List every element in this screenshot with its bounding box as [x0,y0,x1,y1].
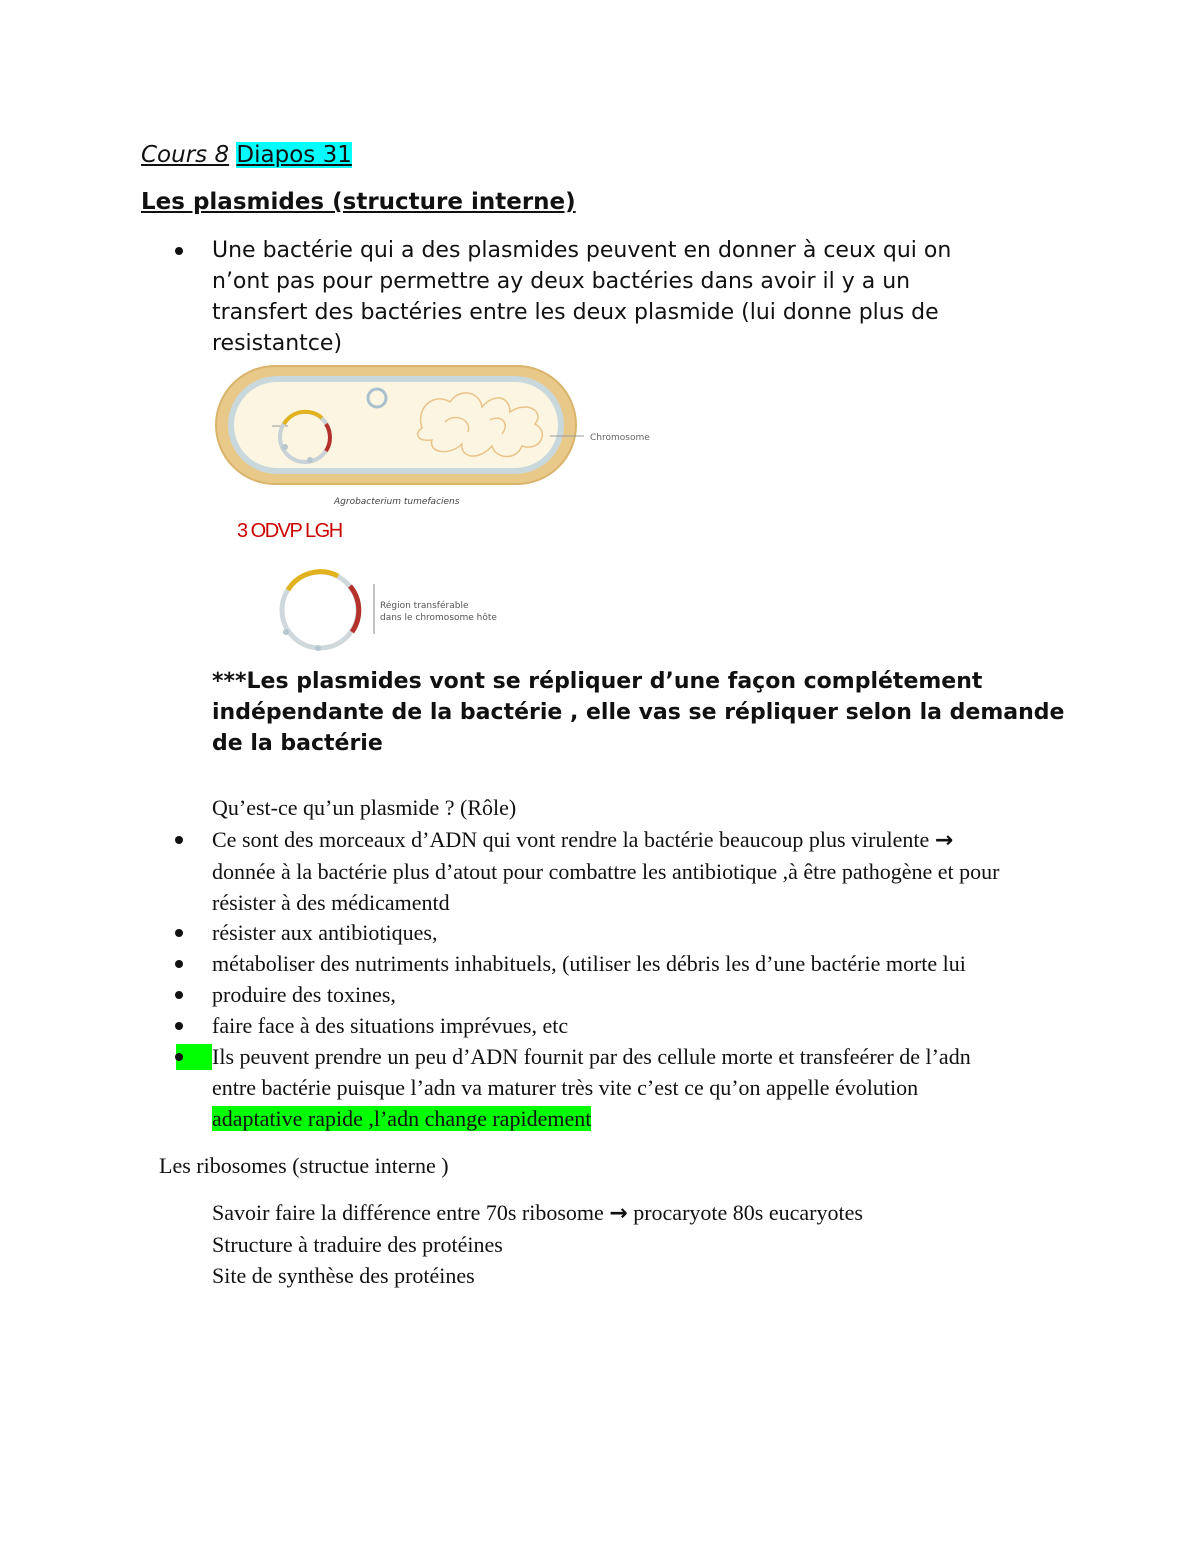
ribosome-line [212,1197,863,1229]
plasmid-dot [283,629,289,635]
plasmid-transfer-paragraph [212,235,951,359]
bullet-dot [175,836,183,844]
ribosome-line-text: procaryote 80s eucaryotes [627,1200,863,1225]
note-line: indépendante de la bactérie , elle vas se répliquer selon la demande [212,700,1065,725]
species-label: Agrobacterium tumefaciens [334,497,460,507]
replication-note [212,666,1064,759]
role-question: Qu’est-ce qu’un plasmide ? (Rôle) [212,795,517,820]
role-item: faire face à des situations imprévues, etc [212,1013,569,1038]
slides-label: Diapos 31 [236,142,352,168]
paragraph-line: n’ont pas pour permettre ay deux bactéries dans avoir il y a un [212,269,911,294]
paragraph-line: Une bactérie qui a des plasmides peuvent en donner à ceux qui on [212,238,952,263]
cell-plasmid-dot [307,457,313,463]
item-line-text: Ce sont des morceaux d’ADN qui vont rendre la bactérie beaucoup plus virulente [212,827,935,852]
ribosome-line-text: Savoir faire la différence entre 70s ribosome [212,1200,610,1225]
section-title-ribosomes: Les ribosomes (structue interne ) [159,1153,449,1178]
role-item: produire des toxines, [212,982,396,1007]
paragraph-line: transfert des bactéries entre les deux plasmide (lui donne plus de [212,300,939,325]
item-line [212,1103,971,1134]
plasmid-yellow-arc [288,572,338,590]
bullet-dot [175,929,183,937]
ribosome-line: Structure à traduire des protéines [212,1232,503,1257]
paragraph-line: resistantce) [212,331,343,356]
ribosomes-content [212,1197,863,1291]
role-first-item [212,824,999,918]
chromosome-label: Chromosome [590,433,650,443]
ribosome-line: Site de synthèse des protéines [212,1263,475,1288]
role-item: résister aux antibiotiques, [212,920,438,945]
bullet-dot [175,247,183,255]
item-line: Ils peuvent prendre un peu d’ADN fournit par des cellule morte et transfeérer de l’adn [212,1044,971,1069]
item-line: donnée à la bactérie plus d’atout pour combattre les antibiotique ,à être pathogène et pour [212,859,1000,884]
item-line: entre bactérie puisque l’adn va maturer très vite c’est ce qu’on appelle évolution [212,1075,919,1100]
arrow-icon: → [609,1201,628,1226]
highlighted-text: adaptative rapide ,l’adn change rapidement [212,1106,592,1131]
note-line: de la bactérie [212,731,383,756]
bullet-dot [175,1022,183,1030]
cell-plasmid-dot [282,444,288,450]
bullet-dot [175,991,183,999]
region-label-line2: dans le chromosome hôte [380,613,497,623]
role-last-item [212,1041,971,1134]
note-line: ***Les plasmides vont se répliquer d’une façon complétement [212,669,983,694]
course-label: Cours 8 [141,142,230,168]
section-title-plasmids: Les plasmides (structure interne) [141,189,576,215]
arrow-icon: → [934,828,954,853]
bacterium-figure [210,362,670,512]
item-line: résister à des médicamentd [212,890,450,915]
document-header [141,140,352,171]
role-item: métaboliser des nutriments inhabituels, (utiliser les débris les d’une bactérie morte lui [212,951,966,976]
bullet-dot [175,1053,183,1061]
region-label-line1: Région transférable [380,601,469,611]
plasmid-figure [268,562,528,662]
bullet-dot [175,960,183,968]
plasmid-dot [315,645,321,651]
item-line [212,824,999,856]
broken-font-label: 3 ODVP LGH [237,520,342,542]
